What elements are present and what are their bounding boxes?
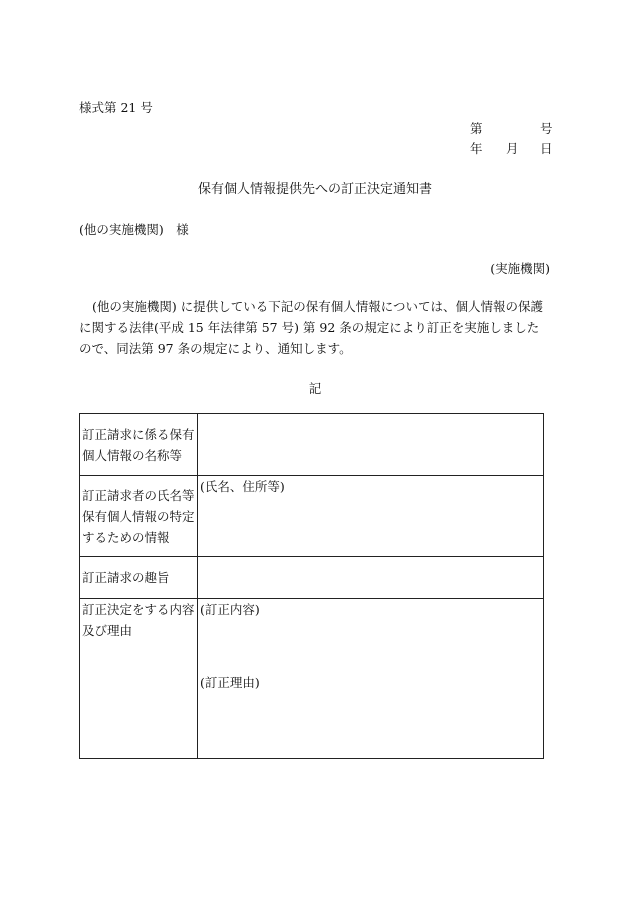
row2-label: 訂正請求者の氏名等保有個人情報の特定するための情報 <box>80 476 198 557</box>
table-row <box>80 557 544 599</box>
addressee: (他の実施機関) 様 <box>79 222 189 237</box>
document-title: 保有個人情報提供先への訂正決定通知書 <box>197 182 432 197</box>
row2-value <box>198 476 544 557</box>
row4-label: 訂正決定をする内容及び理由 <box>80 599 198 759</box>
ki-heading: 記 <box>308 381 322 396</box>
correction-content-note: (訂正内容) <box>200 602 260 617</box>
table-row <box>80 476 544 557</box>
correction-reason-note: (訂正理由) <box>200 675 260 690</box>
row2-note: (氏名、住所等) <box>200 479 285 494</box>
number-suffix: 号 <box>540 121 553 136</box>
correction-table <box>79 413 544 759</box>
date-year: 年 <box>470 141 483 156</box>
date-month: 月 <box>506 141 519 156</box>
body-paragraph: (他の実施機関) に提供している下記の保有個人情報については、個人情報の保護に関する法律(平成 15 年法律第 57 号) 第 92 条の規定により訂正を実施しましたので、同法第 97 条の規定により、通知します。 <box>79 299 543 356</box>
number-prefix: 第 <box>470 121 483 136</box>
table-row <box>80 599 544 759</box>
row4-value <box>198 599 544 759</box>
row3-label: 訂正請求の趣旨 <box>80 557 198 599</box>
row3-value <box>198 557 544 599</box>
form-number: 様式第 21 号 <box>79 100 153 115</box>
body-text <box>79 296 551 359</box>
row1-label: 訂正請求に係る保有個人情報の名称等 <box>80 414 198 476</box>
sender: (実施機関) <box>490 261 550 276</box>
table-row <box>80 414 544 476</box>
date-day: 日 <box>540 141 553 156</box>
row1-value <box>198 414 544 476</box>
